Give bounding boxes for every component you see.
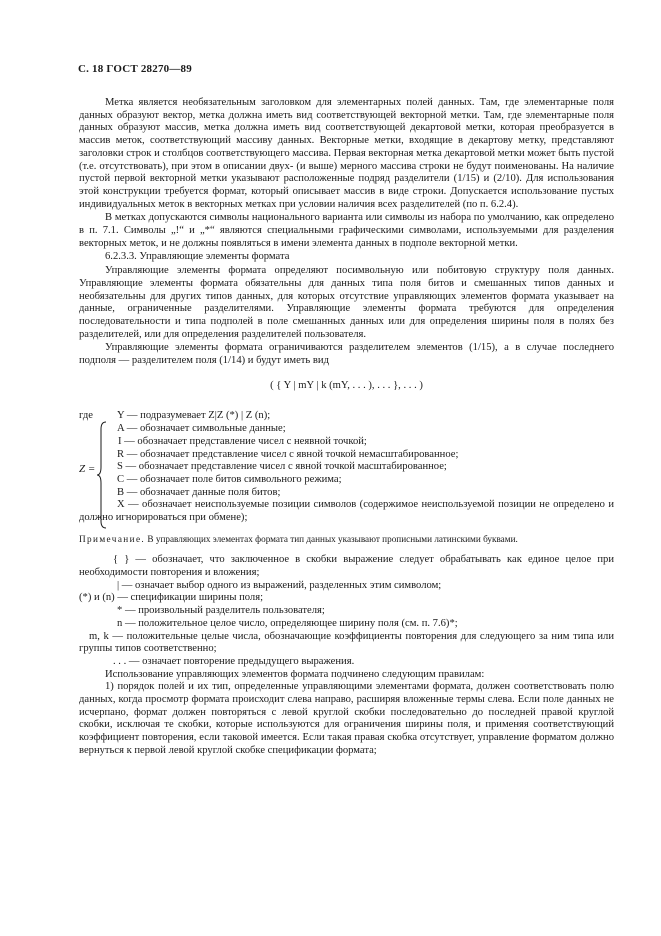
- mk-definition: m, k — положительные целые числа, обозначающие коэффициенты повторения для следующего за ним типа или группы типов соответственно;: [79, 630, 614, 655]
- width-spec-definition: (*) и (n) — спецификации ширины поля;: [79, 592, 264, 604]
- star-definition: * — произвольный разделитель пользователя;: [117, 605, 325, 617]
- braces-definition: { } — обозначает, что заключенное в скобки выражение следует обрабатывать как единое целое при необходимости повторения и вложения;: [79, 554, 614, 578]
- definition-y: Y — подразумевает Z|Z (*) | Z (n);: [117, 410, 271, 422]
- paragraph-label-symbols: В метках допускаются символы национального варианта или символы из набора по умолчанию, как определено в п. 7.1. Символы „!“ и „*“ являются специальными графическими символами, используемыми для разделения векторных меток, и не должны появляться в имени элемента данных в подполе векторной метки.: [79, 212, 614, 249]
- note-text: В управляющих элементах формата тип данных указывают прописными латинскими буквами.: [145, 533, 518, 544]
- paragraph-format-controls: Управляющие элементы формата определяют посимвольную или побитовую структуру поля данных. Управляющие элементы формата обязательны для данных типа поля битов и смешанных типов данных и необязательны для других типов данных, для которых отсутствие управляющих элементов формата указывает на данные, ограниченные разделителями. Управляющие элементы формата требуются для определения последовательности и типа подполей в поле смешанных данных или для определения ширины поля в полях без разделителей, или для определения разделителей пользователя.: [79, 265, 614, 340]
- definition-a: A — обозначает символьные данные;: [117, 423, 286, 435]
- rules-intro: Использование управляющих элементов формата подчинено следующим правилам:: [105, 668, 485, 680]
- paragraph-format-delimiters: Управляющие элементы формата ограничиваются разделителем элементов (1/15), а в случае последнего подполя — разделителем поля (1/14) и будут иметь вид: [79, 342, 614, 367]
- bar-definition: | — означает выбор одного из выражений, разделенных этим символом;: [117, 579, 442, 591]
- paragraph-label-description: Метка является необязательным заголовком для элементарных полей данных. Там, где элементарные поля данных образуют вектор, метка должна иметь вид соответствующей векторной метки. Там, где элементарные поля данных образуют массив, метка должна иметь вид соответствующей декартовой метки, которая преобразуется в массив меток, соответствующий массиву данных. Векторные метки, входящие в декартову метку, представляют заголовки строк и столбцов соответствующего массива. Первая векторная метка декартовой метки может быть пустой (т.е. отсутствовать), при этом в описании двух- (и выше) мерного массива строки не будут поименованы. На наличие пустой первой векторной метки указывают расположенные подряд разделители (1/15) и (2/10). Для использования этой конструкции требуется формат, который описывает массив в виде строки. Допускается использование пустых индивидуальных меток в векторных метках при условии наличия всех разделителей (по п. 6.2.4).: [79, 97, 614, 210]
- definitions-block: [79, 410, 614, 524]
- definition-r: R — обозначает представление чисел с явной точкой немасштабированное;: [117, 448, 459, 460]
- definition-x: X — обозначает неиспользуемые позиции символов (содержимое неиспользуемой позиции не определено и должно игнорироваться при обмене);: [79, 499, 614, 524]
- where-label: где: [79, 410, 93, 422]
- note: [79, 534, 614, 546]
- z-equals-label: Z =: [79, 463, 96, 476]
- definition-b: B — обозначает данные поля битов;: [117, 486, 281, 498]
- definition-c: C — обозначает поле битов символьного режима;: [117, 473, 342, 485]
- definition-s: S — обозначает представление чисел с явной точкой масштабированное;: [117, 461, 447, 473]
- definition-i: I — обозначает представление чисел с неявной точкой;: [118, 435, 367, 447]
- page-body: [79, 97, 614, 758]
- note-label: Примечание.: [79, 533, 146, 544]
- dots-definition: . . . — означает повторение предыдущего выражения.: [113, 655, 355, 667]
- section-heading-6-2-3-3: 6.2.3.3. Управляющие элементы формата: [105, 251, 290, 263]
- left-brace-icon: [96, 421, 108, 529]
- rule-1: 1) порядок полей и их тип, определенные управляющими элементами формата, должен соответствовать полю данных, когда просмотр формата происходит слева направо, расширяя вложенные термы слева. Если поле данных не исчерпано, формат должен повторяться с левой круглой скобки последовательно до последней правой круглой скобки, исключая те скобки, которые используются для ограничения ширины поля, и применяя соответствующий коэффициент повторения, если таковой имеется. Если такая правая скобка отсутствует, управление форматом должно вернуться к первой левой круглой скобке спецификации формата;: [79, 681, 614, 756]
- format-formula: ( { Y | mY | k (mY, . . . ), . . . }, . . . ): [270, 379, 423, 391]
- page-header: С. 18 ГОСТ 28270—89: [78, 63, 192, 75]
- n-definition: n — положительное целое число, определяющее ширину поля (см. п. 7.6)*;: [117, 617, 458, 629]
